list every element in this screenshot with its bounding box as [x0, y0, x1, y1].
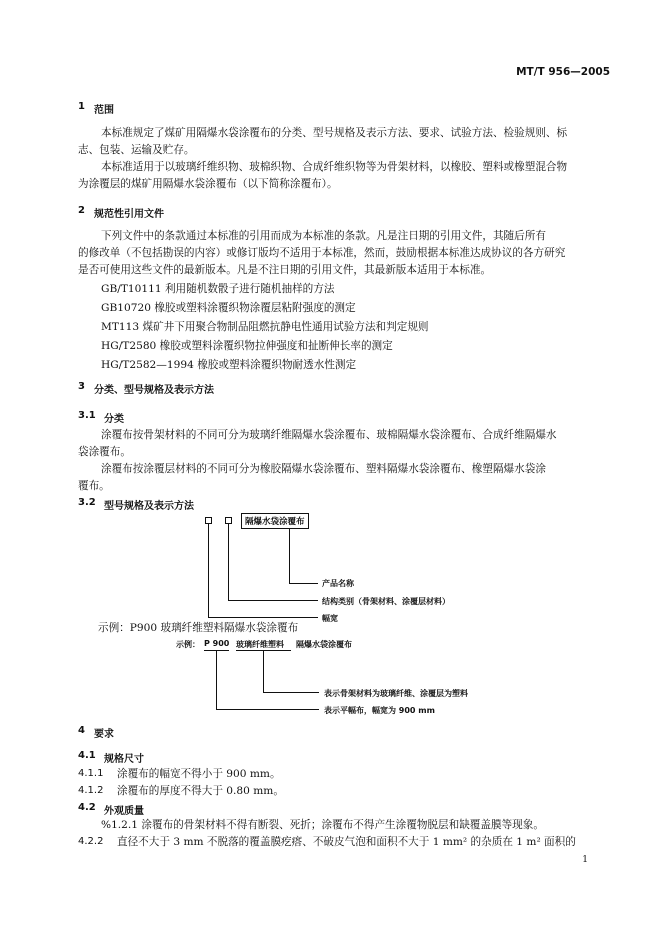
label-material-meaning: 表示骨架材料为玻璃纤维、涂覆层为塑料 [324, 689, 468, 698]
reference-item: GB10720 橡胶或塑料涂覆织物涂覆层粘附强度的测定 [101, 302, 356, 314]
section-2-number: 2 [78, 205, 85, 216]
item-4-2-2-number: 4.2.2 [78, 836, 104, 847]
section-2-title: 规范性引用文件 [94, 209, 164, 220]
section-1-para-2: 本标准适用于以玻璃纤维织物、玻棉织物、合成纤维织物等为骨架材料，以橡胶、塑料或橡塑混合物 [101, 161, 568, 173]
connector-line [208, 524, 209, 618]
connector-line [263, 650, 264, 693]
subsection-4-1-title: 规格尺寸 [104, 754, 144, 765]
example-product-name: 隔爆水袋涂覆布 [296, 640, 352, 649]
subsection-3-1-title: 分类 [104, 414, 124, 425]
subsection-3-1-number: 3.1 [78, 410, 96, 421]
page-number: 1 [582, 855, 588, 865]
subsection-3-2-number: 3.2 [78, 497, 96, 508]
placeholder-box-structure [225, 517, 232, 524]
reference-item: MT113 煤矿井下用聚合物制品阻燃抗静电性通用试验方法和判定规则 [101, 321, 429, 333]
section-2-para-cont-2: 是否可使用这些文件的最新版本。凡是不注日期的引用文件，其最新版本适用于本标准。 [78, 264, 492, 276]
reference-item: HG/T2580 橡胶或塑料涂覆织物拉伸强度和扯断伸长率的测定 [101, 340, 393, 352]
item-4-1-2-number: 4.1.2 [78, 785, 104, 796]
standard-number: MT/T 956—2005 [516, 66, 610, 78]
example-material: 玻璃纤维塑料 [236, 640, 284, 649]
section-1-para-1: 本标准规定了煤矿用隔爆水袋涂覆布的分类、型号规格及表示方法、要求、试验方法、检验规则、标 [101, 127, 568, 139]
label-structure-type: 结构类别（骨架材料、涂覆层材料） [322, 597, 450, 606]
section-1-para-1-cont: 志、包装、运输及贮存。 [78, 144, 195, 156]
section-3-number: 3 [78, 381, 85, 392]
label-product-name: 产品名称 [322, 579, 354, 588]
product-name-box: 隔爆水袋涂覆布 [241, 513, 309, 529]
section-2-para: 下列文件中的条款通过本标准的引用而成为本标准的条款。凡是注日期的引用文件，其随后所有 [101, 230, 546, 242]
label-width-meaning: 表示平幅布，幅宽为 900 mm [324, 706, 435, 715]
section-3-title: 分类、型号规格及表示方法 [94, 385, 214, 396]
section-1-para-2-cont: 为涂覆层的煤矿用隔爆水袋涂覆布（以下简称涂覆布）。 [78, 178, 338, 190]
section-3-para-1-cont: 袋涂覆布。 [78, 446, 131, 458]
connector-line [228, 600, 318, 601]
placeholder-box-width [205, 517, 212, 524]
section-1-number: 1 [78, 101, 85, 112]
connector-line [228, 524, 229, 601]
section-1-title: 范围 [94, 105, 114, 116]
example-code: P 900 [204, 639, 230, 648]
subsection-4-1-number: 4.1 [78, 750, 96, 761]
example-prefix: 示例： [176, 640, 200, 649]
section-3-para-2-cont: 覆布。 [78, 480, 110, 492]
connector-line [289, 583, 318, 584]
section-3-para-2: 涂覆布按涂覆层材料的不同可分为橡胶隔爆水袋涂覆布、塑料隔爆水袋涂覆布、橡塑隔爆水袋涂 [101, 463, 546, 475]
section-2-para-cont-1: 的修改单（不包括勘误的内容）或修订版均不适用于本标准，然而，鼓励根据本标准达成协议的各方研究 [78, 247, 566, 259]
connector-line [216, 650, 217, 710]
item-4-2-2: 直径不大于 3 mm 不脱落的覆盖膜疙瘩、不破皮气泡和面积不大于 1 mm² 的杂质在 1 m² 面积的 [117, 836, 576, 848]
section-4-title: 要求 [94, 729, 114, 740]
section-3-para-1: 涂覆布按骨架材料的不同可分为玻璃纤维隔爆水袋涂覆布、玻棉隔爆水袋涂覆布、合成纤维隔爆水 [101, 429, 557, 441]
connector-line [216, 709, 319, 710]
connector-line [289, 528, 290, 584]
subsection-3-2-title: 型号规格及表示方法 [104, 501, 194, 512]
item-4-1-1-number: 4.1.1 [78, 768, 104, 779]
subsection-4-2-title: 外观质量 [104, 806, 144, 817]
label-width: 幅宽 [322, 614, 338, 623]
example-text: 示例：P900 玻璃纤维塑料隔爆水袋涂覆布 [98, 622, 299, 634]
item-4-2-1: %1.2.1 涂覆布的骨架材料不得有断裂、死折；涂覆布不得产生涂覆物脱层和缺覆盖膜等现象。 [101, 819, 544, 831]
item-4-1-2: 涂覆布的厚度不得大于 0.80 mm。 [117, 785, 284, 797]
item-4-1-1: 涂覆布的幅宽不得小于 900 mm。 [117, 768, 281, 780]
section-4-number: 4 [78, 725, 85, 736]
connector-line [208, 617, 318, 618]
subsection-4-2-number: 4.2 [78, 802, 96, 813]
reference-item: HG/T2582—1994 橡胶或塑料涂覆织物耐透水性测定 [101, 359, 357, 371]
reference-item: GB/T10111 利用随机数骰子进行随机抽样的方法 [101, 283, 335, 295]
connector-line [263, 692, 319, 693]
